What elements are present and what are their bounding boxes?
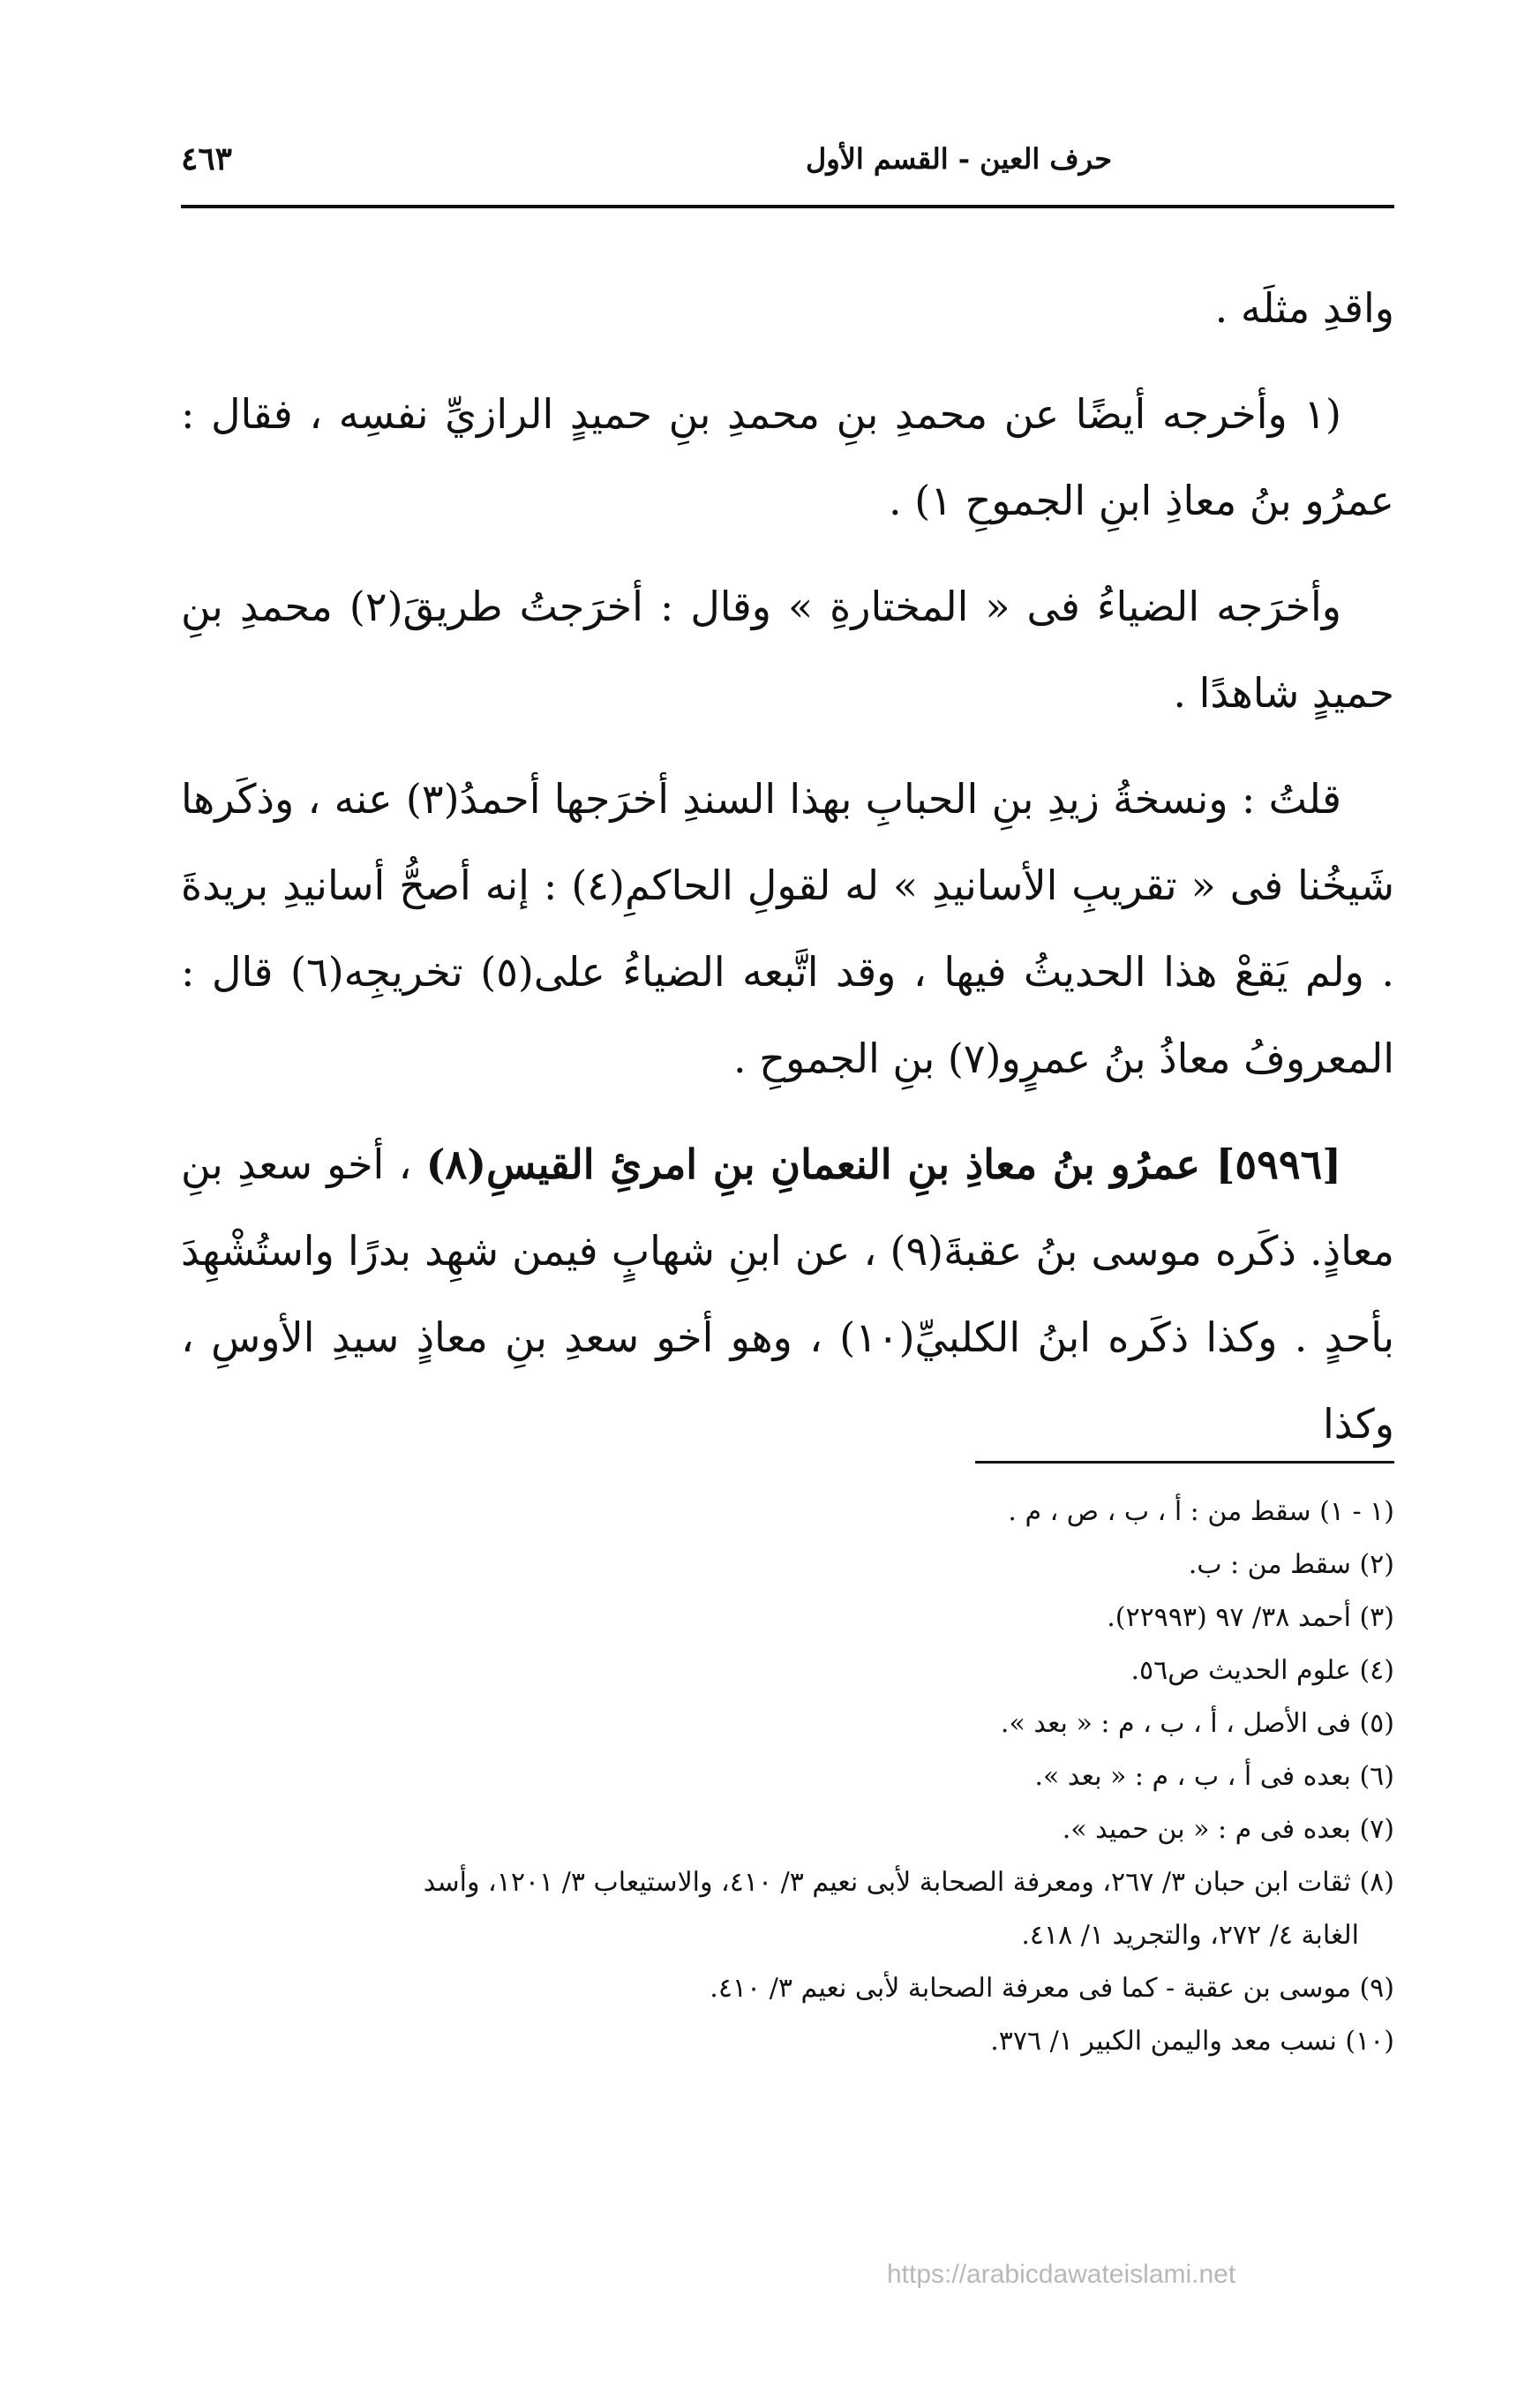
footnote-rule	[975, 1461, 1394, 1464]
entry-paragraph	[181, 1121, 1394, 1467]
paragraph: (١ وأخرجه أيضًا عن محمدِ بنِ محمدِ بنِ حميدٍ الرازيِّ نفسِه ، فقال : عمرُو بنُ معاذِ ابنِ الجموحِ ١) .	[181, 390, 1394, 524]
footnote: (٤) علوم الحديث ص٥٦.	[1130, 1655, 1394, 1686]
footnote: (١٠) نسب معد واليمن الكبير ١/ ٣٧٦.	[990, 2026, 1394, 2057]
footnotes	[181, 1487, 1394, 2070]
footnote: (٦) بعده فى أ ، ب ، م : « بعد ».	[1034, 1761, 1394, 1792]
footnote: (٣) أحمد ٣٨/ ٩٧ (٢٢٩٩٣).	[1107, 1602, 1394, 1633]
main-text	[181, 265, 1394, 1486]
header-rule	[181, 205, 1394, 208]
entry-heading: [٥٩٩٦] عمرُو بنُ معاذِ بنِ النعمانِ بنِ امرئِ القيسِ(٨)	[425, 1140, 1342, 1188]
paragraph: وأخرَجه الضياءُ فى « المختارةِ » وقال : أخرَجتُ طريقَ(٢) محمدِ بنِ حميدٍ شاهدًا .	[181, 583, 1394, 717]
footnote: (٥) فى الأصل ، أ ، ب ، م : « بعد ».	[1000, 1708, 1394, 1739]
footnote: (٨) ثقات ابن حبان ٣/ ٢٦٧، ومعرفة الصحابة لأبى نعيم ٣/ ٤١٠، والاستيعاب ٣/ ١٢٠١، وأسد	[423, 1867, 1394, 1898]
footnote-continuation: الغابة ٤/ ٢٧٢، والتجريد ١/ ٤١٨.	[1021, 1920, 1359, 1951]
page-number: ٤٦٣	[181, 140, 233, 177]
footnote: (٩) موسى بن عقبة - كما فى معرفة الصحابة لأبى نعيم ٣/ ٤١٠.	[710, 1973, 1394, 2004]
paragraph: قلتُ : ونسخةُ زيدِ بنِ الحبابِ بهذا السندِ أخرَجها أحمدُ(٣) عنه ، وذكَرها شَيخُنا فى « تقريبِ الأسانيدِ » له لقولِ الحاكمِ(٤) : إنه أصحُّ أسانيدِ بريدةَ . ولم يَقعْ هذا الحديثُ فيها ، وقد اتَّبعه الضياءُ على(٥) تخريجِه(٦) قال : المعروفُ معاذُ بنُ عمرٍو(٧) بنِ الجموحِ .	[181, 775, 1394, 1082]
footnote: (٧) بعده فى م : « بن حميد ».	[1062, 1814, 1394, 1845]
page-header	[181, 132, 1394, 185]
paragraph: واقدِ مثلَه .	[1214, 284, 1394, 332]
footnote: (٢) سقط من : ب.	[1188, 1549, 1394, 1580]
entry-text: ، أخو سعدِ بنِ معاذٍ. ذكَره موسى بنُ عقبةَ(٩) ، عن ابنِ شهابٍ فيمن شهِد بدرًا واستُشْهِدَ بأحدٍ . وكذا ذكَره ابنُ الكلبيِّ(١٠) ، وهو أخو سعدِ بنِ معاذٍ سيدِ الأوسِ ، وكذا	[181, 1140, 1395, 1448]
footnote: (١ - ١) سقط من : أ ، ب ، ص ، م .	[1008, 1496, 1394, 1527]
watermark-url: https://arabicdawateislami.net	[887, 2260, 1236, 2289]
running-title: حرف العين - القسم الأول	[805, 142, 1112, 176]
